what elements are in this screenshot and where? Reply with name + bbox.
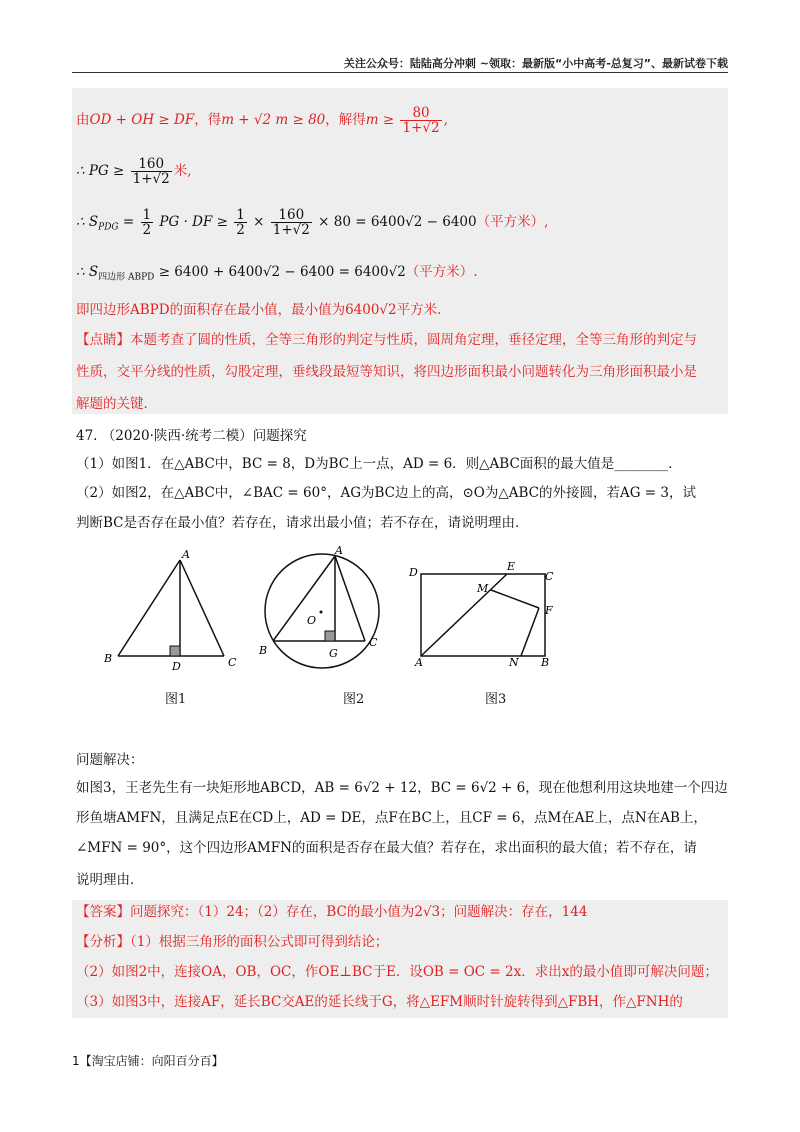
solve-text-4: 说明理由． xyxy=(76,872,144,888)
comment-line-2: 性质，交平分线的性质，勾股定理，垂线段最短等知识，将四边形面积最小问题转化为三角形面积最小是 xyxy=(76,364,697,380)
svg-text:O: O xyxy=(307,614,317,627)
solve-text-2: 形鱼塘AMFN，且满足点E在CD上，AD = DE，点F在BC上，且CF = 6，点M在AE上，点N在AB上， xyxy=(76,810,707,826)
question-title: 47. （2020·陕西·统考二模）问题探究 xyxy=(76,428,307,444)
svg-text:A: A xyxy=(182,548,190,561)
page-footer: 1【淘宝店铺：向阳百分百】 xyxy=(72,1054,224,1068)
question-part-1: （1）如图1．在△ABC中，BC = 8，D为BC上一点，AD = 6．则△ABC面积的最大值是________． xyxy=(76,456,682,472)
comment-line-1: 【点睛】本题考查了圆的性质，全等三角形的判定与性质，圆周角定理，垂径定理，全等三角形的判定与 xyxy=(76,332,697,348)
fraction: $\frac{80}{1+√2}$ xyxy=(402,105,440,136)
figure-2 xyxy=(255,544,390,679)
svg-text:C: C xyxy=(545,570,554,583)
figure-1-caption: 图1 xyxy=(165,692,187,707)
solve-title: 问题解决： xyxy=(76,752,144,768)
svg-text:D: D xyxy=(172,660,181,673)
fraction: $\frac{160}{1+√2}$ xyxy=(272,207,310,238)
question-part-2a: （2）如图2，在△ABC中，∠BAC = 60°，AG为BC边上的高，⊙O为△ABC的外接圆，若AG = 3，试 xyxy=(76,485,697,501)
svg-text:M: M xyxy=(477,582,489,595)
svg-text:C: C xyxy=(228,656,237,669)
svg-text:B: B xyxy=(259,644,268,657)
answer-line: 【答案】问题探究：（1）24；（2）存在，BC的最小值为2√3；问题解决：存在，144 xyxy=(76,904,588,920)
fraction: $\frac{160}{1+√2}$ xyxy=(132,156,170,187)
analysis-line-1: 【分析】（1）根据三角形的面积公式即可得到结论； xyxy=(76,934,389,950)
fraction: $\frac{1}{2}$ xyxy=(142,207,152,238)
question-part-2b: 判断BC是否存在最小值？若存在，请求出最小值；若不存在，请说明理由． xyxy=(76,515,529,531)
eq-line-2: ∴ PG ≥ $\frac{160}{1+√2}$ 米, xyxy=(76,156,192,187)
figure-3-caption: 图3 xyxy=(485,692,507,707)
svg-text:B: B xyxy=(541,656,550,669)
svg-text:B: B xyxy=(104,652,113,665)
svg-text:G: G xyxy=(329,647,338,660)
solve-text-3: ∠MFN = 90°，这个四边形AMFN的面积是否存在最大值？若存在，求出面积的最大值；若不存在，请 xyxy=(76,840,697,856)
comment-line-3: 解题的关键. xyxy=(76,396,148,412)
figure-3 xyxy=(405,560,560,670)
eq-line-3: ∴ $S_{PDG}$ = $\frac{1}{2}$ PG · DF ≥ $\frac{1}{2}$ × $\frac{160}{1+√2}$ × 80 = 6400√2 − 6400（平方米）, xyxy=(76,207,549,238)
svg-text:E: E xyxy=(507,560,516,573)
svg-text:D: D xyxy=(409,566,418,579)
page-header: 关注公众号：陆陆高分冲刺 ~领取：最新版“小中高考-总复习”、最新试卷下载 xyxy=(343,57,728,70)
eq-line-1: 由OD + OH ≥ DF，得m + √2 m ≥ 80，解得m ≥ $\frac{80}{1+√2}$ , xyxy=(76,105,448,136)
svg-text:F: F xyxy=(545,604,553,617)
figure-1 xyxy=(100,548,250,678)
eq-line-4: ∴ $S_{四边形 ABPD} \ge 6400 + 6400√2 - 6400 = 6400√2$（平方米）. xyxy=(76,264,478,283)
svg-text:A: A xyxy=(415,656,423,669)
solve-text-1: 如图3，王老先生有一块矩形地ABCD，AB = 6√2 + 12，BC = 6√2 + 6，现在他想利用这块地建一个四边 xyxy=(76,780,728,796)
svg-text:A: A xyxy=(335,544,343,557)
svg-text:N: N xyxy=(509,656,519,669)
eq-line-5: 即四边形ABPD的面积存在最小值，最小值为6400√2平方米. xyxy=(76,302,442,318)
figure-2-caption: 图2 xyxy=(343,692,365,707)
analysis-line-3: （3）如图3中，连接AF，延长BC交AE的延长线于G，将△EFM顺时针旋转得到△FBH，作△FNH的 xyxy=(76,994,683,1010)
fraction: $\frac{1}{2}$ xyxy=(236,207,245,238)
header-rule xyxy=(72,72,728,73)
svg-text:C: C xyxy=(369,636,378,649)
analysis-line-2: （2）如图2中，连接OA，OB，OC，作OE⊥BC于E．设OB = OC = 2x．求出x的最小值即可解决问题； xyxy=(76,964,718,980)
